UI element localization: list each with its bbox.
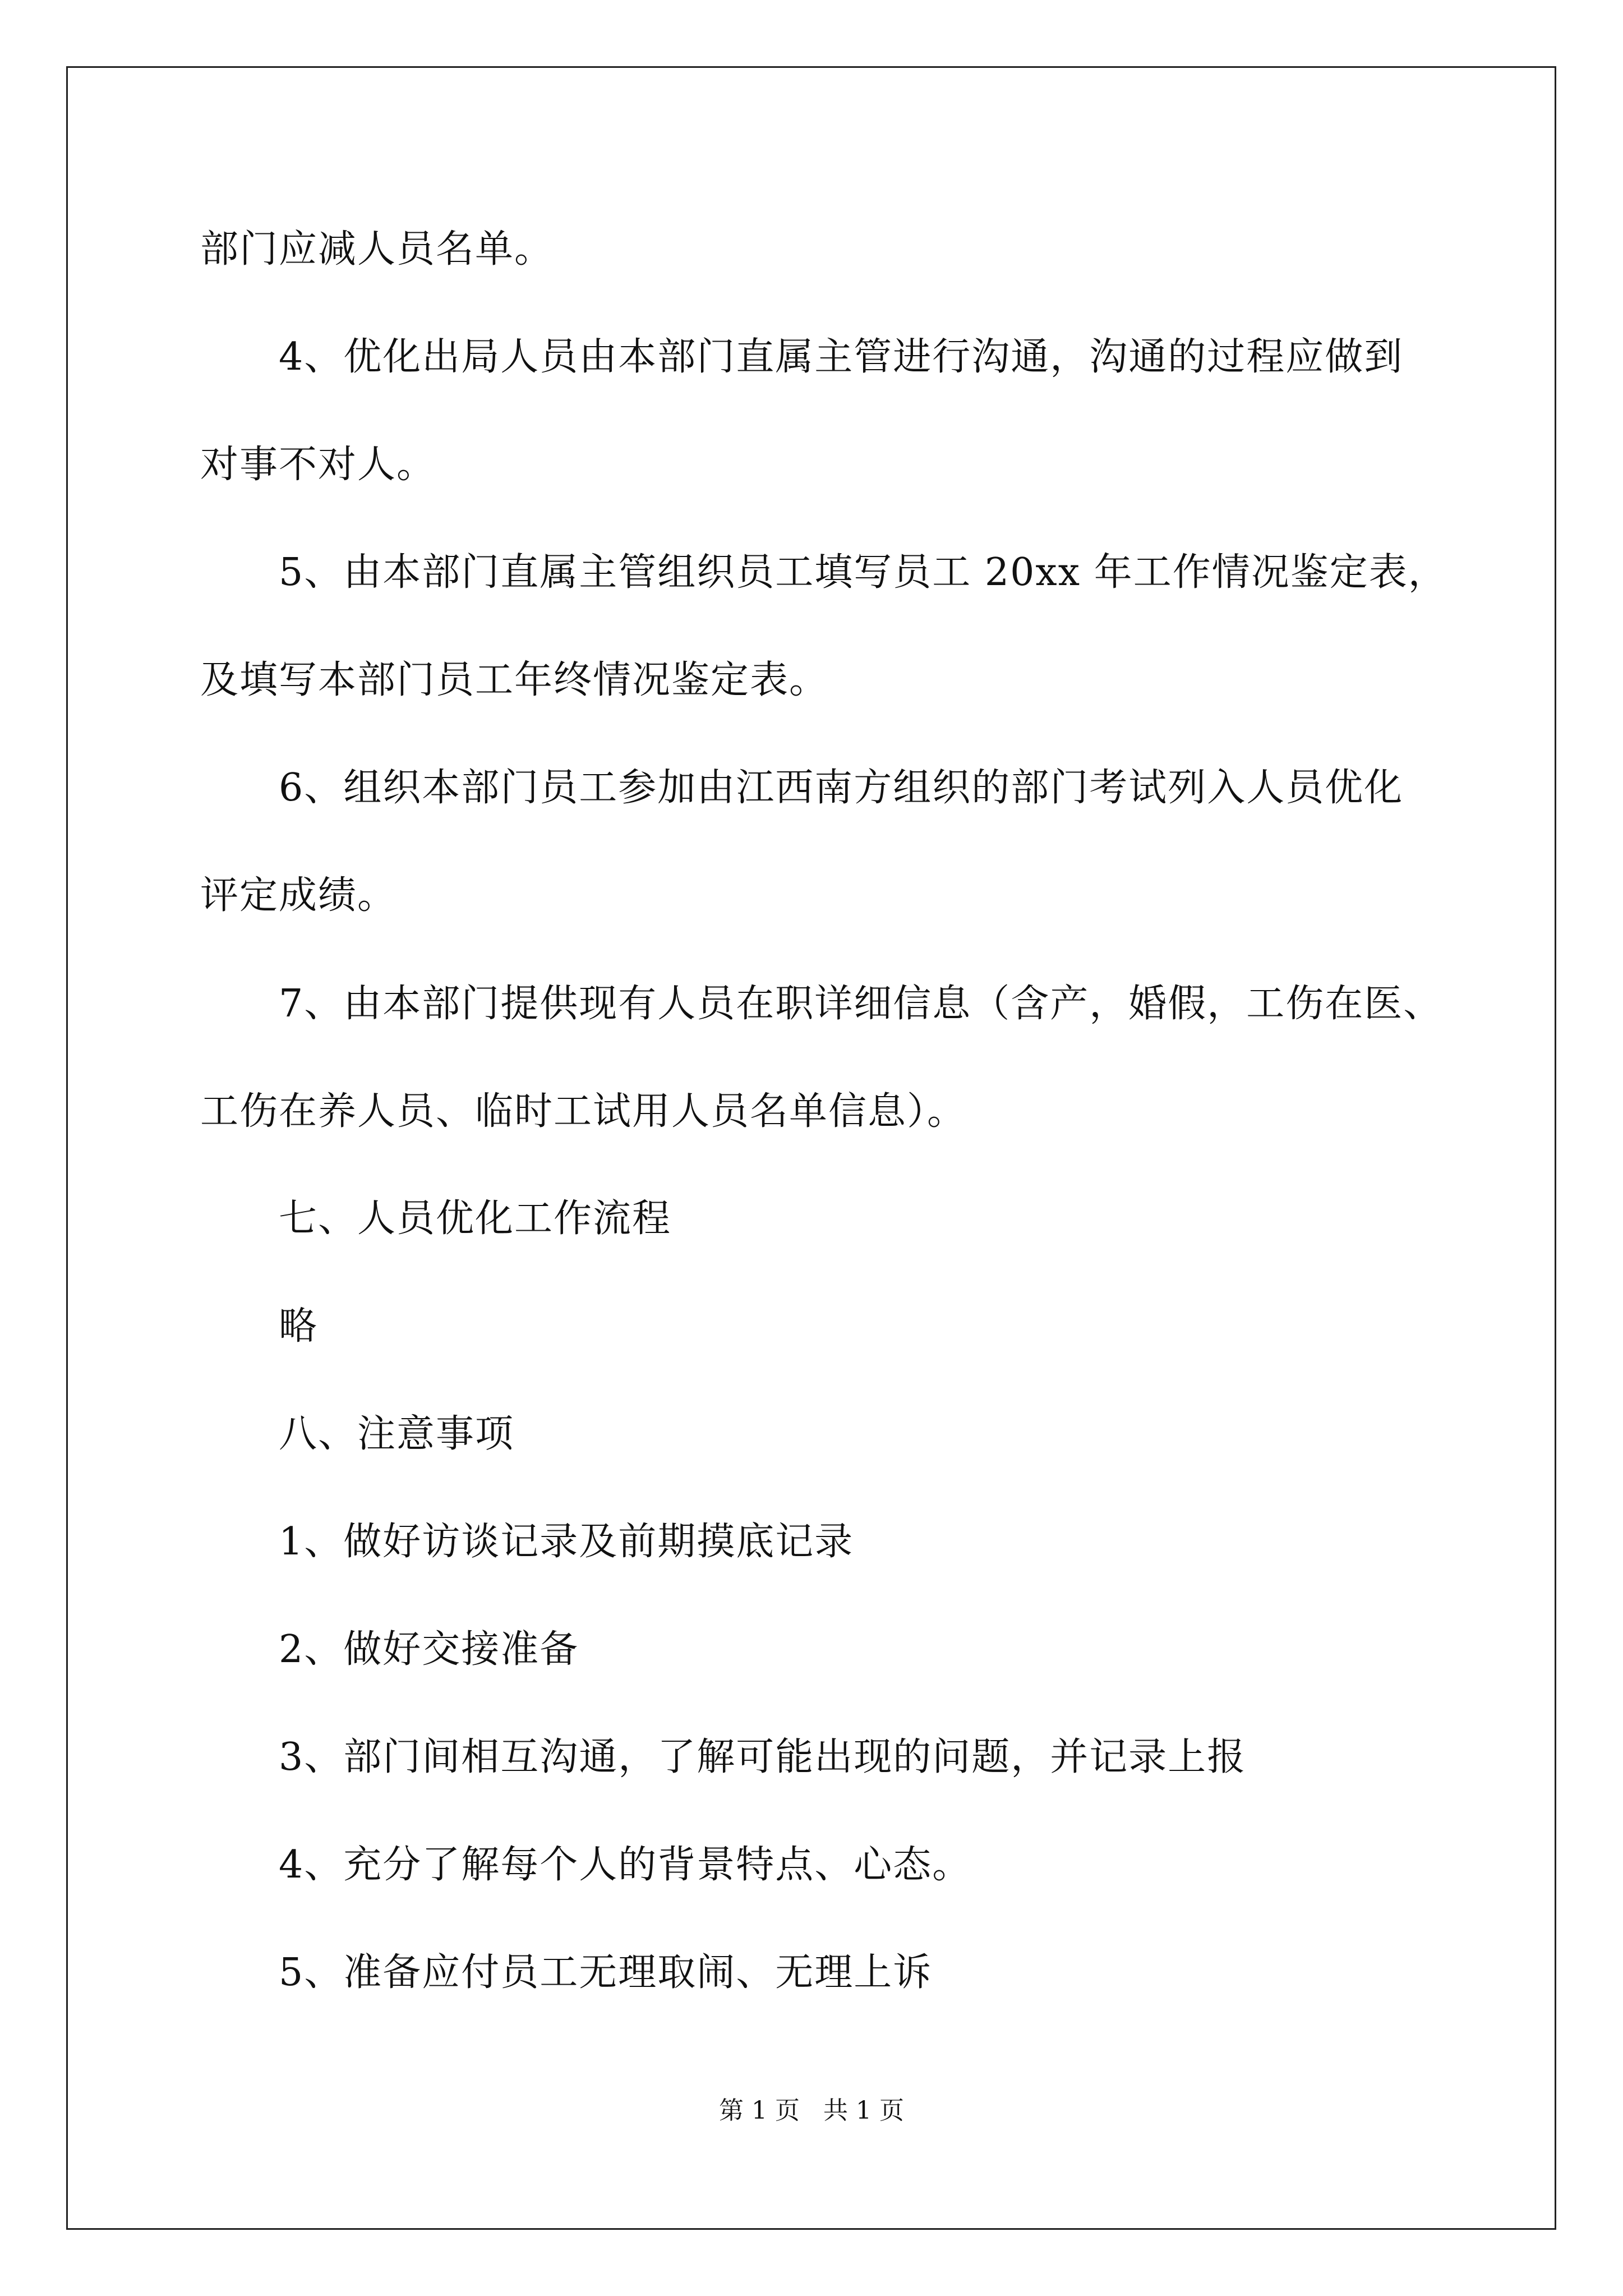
text-line-5: 及填写本部门员工年终情况鉴定表。 [200, 658, 829, 702]
text-line-3: 对事不对人。 [200, 443, 436, 487]
text-line-6: 6、组织本部门员工参加由江西南方组织的部门考试列入人员优化 [279, 766, 1404, 810]
list-item-1: 1、做好访谈记录及前期摸底记录 [279, 1520, 854, 1564]
text-line-4: 5、由本部门直属主管组织员工填写员工 20xx 年工作情况鉴定表， [279, 550, 1447, 595]
list-item-3: 3、部门间相互沟通，了解可能出现的问题，并记录上报 [279, 1735, 1247, 1779]
page-border [66, 66, 1556, 2230]
list-item-5: 5、准备应付员工无理取闹、无理上诉 [279, 1950, 933, 1995]
heading-section-7: 七、人员优化工作流程 [279, 1197, 672, 1241]
text-line-7: 评定成绩。 [200, 873, 397, 918]
text-line-1: 部门应减人员名单。 [200, 227, 554, 272]
page-footer: 第 1 页 共 1 页 [719, 2096, 904, 2125]
list-item-2: 2、做好交接准备 [279, 1627, 579, 1672]
list-item-4: 4、充分了解每个人的背景特点、心态。 [279, 1843, 972, 1887]
text-line-2: 4、优化出局人员由本部门直属主管进行沟通，沟通的过程应做到 [279, 335, 1404, 379]
text-line-8: 7、由本部门提供现有人员在职详细信息（含产，婚假，工伤在医、 [279, 982, 1443, 1026]
heading-section-8: 八、注意事项 [279, 1412, 515, 1456]
text-line-11: 略 [279, 1304, 319, 1349]
text-line-9: 工伤在养人员、临时工试用人员名单信息）。 [200, 1089, 967, 1134]
